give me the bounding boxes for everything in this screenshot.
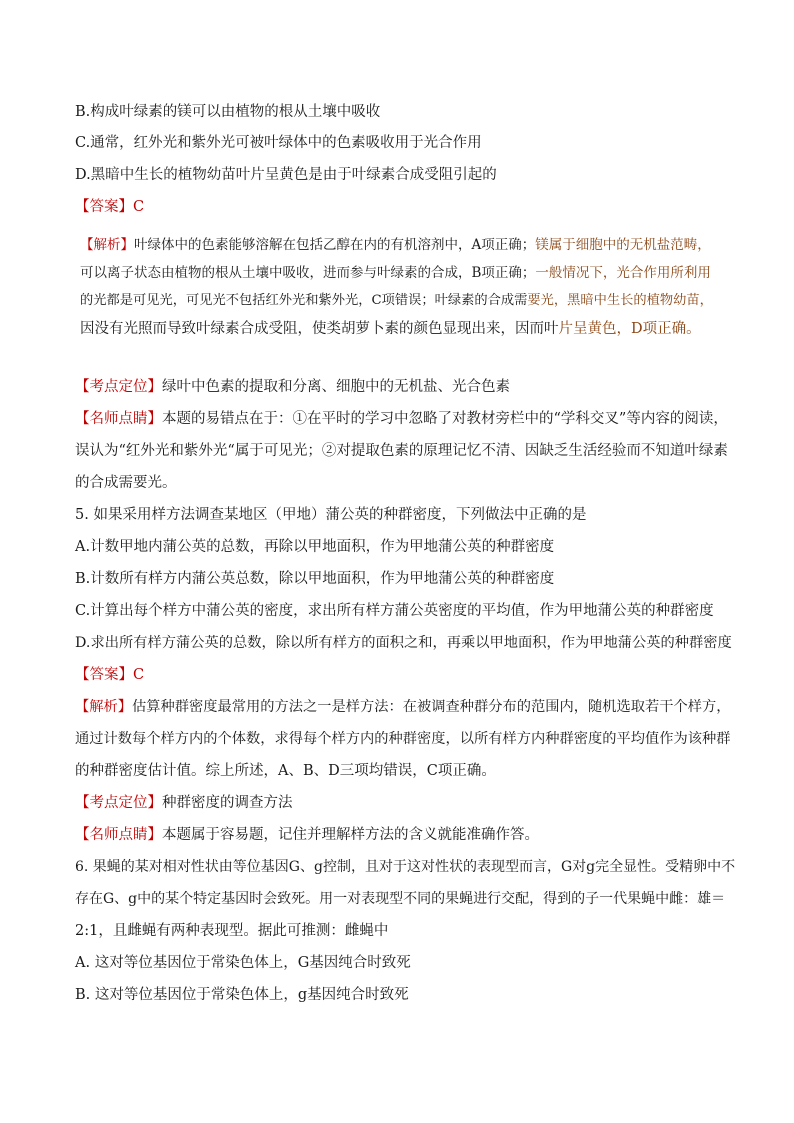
analysis-text: 估算种群密度最常用的方法之一是样方法：在被调查种群分布的范围内，随机选取若干个样方， — [132, 699, 731, 715]
analysis-text: 的光都是可见光，可见光不包括红外光和紫外光，C项错误；叶绿素的合成需 — [80, 293, 528, 308]
q4-option-c: C.通常，红外光和紫外光可被叶绿体中的色素吸收用于光合作用 — [75, 135, 482, 151]
kaodian-text: 种群密度的调查方法 — [162, 795, 293, 811]
q6-option-b: B. 这对等位基因位于常染色体上，g基因纯合时致死 — [75, 987, 409, 1003]
q6-stem: 6. 果蝇的某对相对性状由等位基因G、g控制，且对于这对性状的表现型而言，G对g完全显性。受精卵中不 — [75, 859, 736, 875]
q6-stem-cont: 存在G、g中的某个特定基因时会致死。用一对表现型不同的果蝇进行交配，得到的子一代果蝇中雌：雄＝ — [75, 891, 726, 907]
analysis-text: 一般情况下，光合作用所利用 — [535, 265, 711, 281]
q4-mingshi — [75, 409, 734, 429]
q4-option-d: D.黑暗中生长的植物幼苗叶片呈黄色是由于叶绿素合成受阻引起的 — [75, 167, 497, 183]
mingshi-text: 本题属于容易题，记住并理解样方法的含义就能准确作答。 — [162, 827, 539, 843]
q4-mingshi-cont: 误认为“红外光和紫外光“属于可见光；②对提取色素的原理记忆不清、因缺乏生活经验而不知道叶绿素 — [75, 443, 728, 459]
q5-option-c: C.计算出每个样方中蒲公英的密度，求出所有样方蒲公英密度的平均值，作为甲地蒲公英的种群密度 — [75, 603, 714, 619]
q5-kaodian — [75, 793, 734, 813]
q4-answer — [75, 197, 734, 217]
kaodian-tag: 【考点定位】 — [75, 379, 162, 395]
mingshi-text: 本题的易错点在于：①在平时的学习中忽略了对教材旁栏中的“学科交叉”等内容的阅读， — [162, 411, 728, 427]
q5-mingshi — [75, 825, 734, 845]
answer-tag: 【答案】 — [75, 199, 133, 215]
analysis-text: 可以离子状态由植物的根从土壤中吸收，进而参与叶绿素的合成，B项正确； — [80, 265, 536, 281]
analysis-text: 片呈黄色，D项正确。 — [558, 321, 701, 337]
q5-analysis-cont: 通过计数每个样方内的个体数，求得每个样方内的种群密度，以所有样方内种群密度的平均值作为该种群 — [75, 731, 731, 747]
q5-analysis-cont: 的种群密度估计值。综上所述，A、B、D三项均错误，C项正确。 — [75, 763, 496, 779]
analysis-tag: 【解析】 — [75, 699, 133, 715]
analysis-text: 叶绿体中的色素能够溶解在包括乙醇在内的有机溶剂中，A项正确； — [134, 237, 536, 253]
q4-analysis — [80, 231, 720, 343]
analysis-text: 要光，黑暗中生长的植物幼苗， — [527, 293, 713, 308]
kaodian-text: 绿叶中色素的提取和分离、细胞中的无机盐、光合色素 — [162, 379, 510, 395]
analysis-tag: 【解析】 — [80, 237, 134, 253]
answer-value: C — [133, 199, 145, 215]
q6-stem-cont: 2:1，且雌蝇有两种表现型。据此可推测：雌蝇中 — [75, 923, 389, 939]
answer-tag: 【答案】 — [75, 667, 133, 683]
kaodian-tag: 【考点定位】 — [75, 795, 162, 811]
q6-option-a: A. 这对等位基因位于常染色体上，G基因纯合时致死 — [75, 955, 411, 971]
q4-option-b: B.构成叶绿素的镁可以由植物的根从土壤中吸收 — [75, 104, 381, 120]
q4-mingshi-cont: 的合成需要光。 — [75, 475, 177, 491]
q5-analysis — [75, 697, 734, 717]
q5-answer — [75, 665, 734, 685]
mingshi-tag: 【名师点睛】 — [75, 411, 162, 427]
q5-option-b: B.计数所有样方内蒲公英总数，除以甲地面积，作为甲地蒲公英的种群密度 — [75, 571, 555, 587]
q5-option-a: A.计数甲地内蒲公英的总数，再除以甲地面积，作为甲地蒲公英的种群密度 — [75, 539, 555, 555]
q5-option-d: D.求出所有样方蒲公英的总数，除以所有样方的面积之和，再乘以甲地面积，作为甲地蒲公英的种群密度 — [75, 635, 732, 651]
answer-value: C — [133, 667, 145, 683]
analysis-text: 镁属于细胞中的无机盐范畴， — [535, 237, 711, 253]
q5-stem: 5. 如果采用样方法调查某地区（甲地）蒲公英的种群密度，下列做法中正确的是 — [75, 507, 587, 523]
mingshi-tag: 【名师点睛】 — [75, 827, 162, 843]
q4-kaodian — [75, 377, 734, 397]
analysis-text: 因没有光照而导致叶绿素合成受阻，使类胡萝卜素的颜色显现出来，因而叶 — [80, 321, 559, 337]
